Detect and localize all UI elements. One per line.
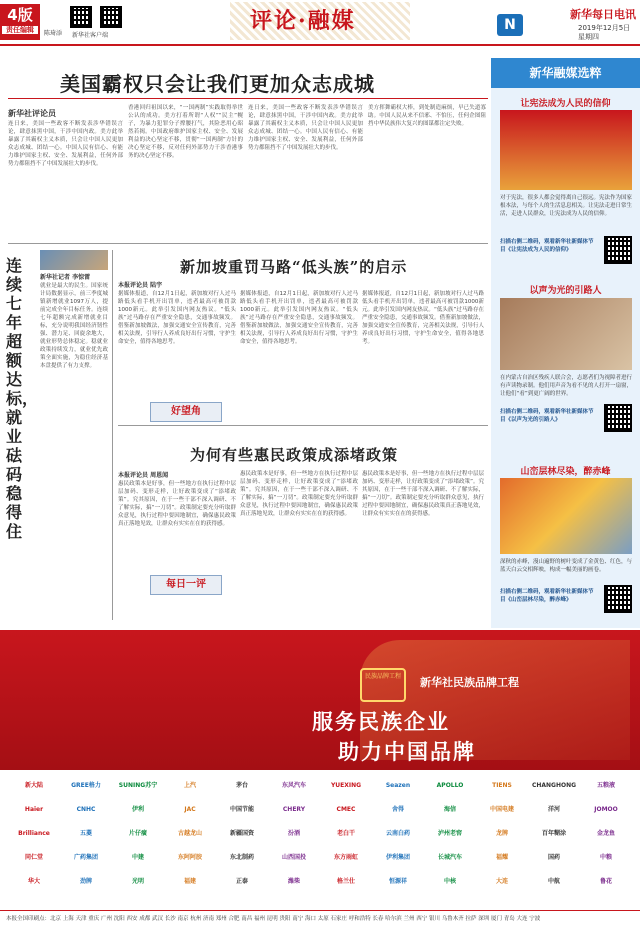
sidebar-item2-photo <box>500 298 632 370</box>
divider <box>8 98 488 99</box>
brand-logo: 同仁堂 <box>24 854 43 861</box>
brand-logo: 上汽 <box>183 782 196 789</box>
brand-logo: 老白干 <box>336 830 355 837</box>
singapore-body-col3: 据媒体报道，自12月1日起，新加坡对行人过马路低头看手机开出罚单，违者最高可被罚款1000新元。此举引发国内网友热议。“低头族”过马路存在严重安全隐患，交通事故频发。借鉴新加坡做法，加强交通安全宣传教育，完善相关法规，引导行人养成良好出行习惯，守护生命安全，值得各地思考。 <box>362 291 484 345</box>
lead-body-col2: 香港回归祖国以来，“一国两制”实践取得举世公认的成功。美方打着所谓“人权”“民主”幌子，为暴力犯罪分子撑腰打气，其险恶用心昭然若揭。中国政府维护国家主权、安全、发展利益的决心坚定不移，贯彻“一国两制”方针的决心坚定不移，反对任何外部势力干涉香港事务的决心坚定不移。 <box>128 105 243 159</box>
policy-byline: 本报评论员 周恩闻 <box>118 472 169 479</box>
brand-logo: 泸州老窖 <box>437 830 462 837</box>
brand-logo: 华大 <box>27 878 40 885</box>
brand-logo: 伊利 <box>131 806 144 813</box>
brand-logo: SUNING苏宁 <box>118 782 158 789</box>
brand-logo: 东方雨虹 <box>333 854 358 861</box>
page-label: 4版 <box>7 6 33 24</box>
brand-logo: 山西国投 <box>281 854 306 861</box>
sidebar-item3-qr-code[interactable] <box>604 585 632 613</box>
section-title: 评论·融媒 <box>250 8 356 34</box>
brand-logo: 劲牌 <box>79 878 92 885</box>
brand-logo: 恒源祥 <box>388 878 407 885</box>
divider <box>118 425 488 426</box>
sidebar-item1-photo <box>500 110 632 190</box>
sidebar-item2-body: 在内蒙古自治区残疾人联合会，志愿者们为视障者进行有声读物录制。他们用声音为看不见的人打开一扇窗，让他们“看”到更广阔的世界。 <box>500 375 632 397</box>
brand-logo: CMEC <box>336 806 356 813</box>
brand-logo: 新疆国资 <box>229 830 254 837</box>
brand-logo: 中建 <box>131 854 144 861</box>
brand-project-seal: 民族品牌工程 <box>360 668 406 702</box>
brand-logo: JOMOO <box>594 806 618 813</box>
policy-body-col3: 惠民政策本是好事，但一些地方在执行过程中层层加码、变形走样，让好政策变成了“添堵政策”。究其原因，在于一些干部不深入调研、不了解实际，搞“一刀切”。政策制定要充分听取群众意见，执行过程中要因地制宜，确保惠民政策真正落地见效，让群众有实实在在的获得感。 <box>362 471 484 517</box>
singapore-headline: 新加坡重罚马路“低头族”的启示 <box>180 258 408 276</box>
lead-byline: 新华社评论员 <box>8 109 56 118</box>
brand-logo: 国药 <box>547 854 560 861</box>
brand-logo: 长城汽车 <box>437 854 462 861</box>
sidebar-item2-qr-code[interactable] <box>604 404 632 432</box>
divider <box>112 250 113 620</box>
page-number-badge <box>0 4 40 40</box>
banner-brand-line: 新华社民族品牌工程 <box>420 676 519 689</box>
brand-logo: 百年糊涂 <box>541 830 566 837</box>
brand-logo: 中国电建 <box>489 806 514 813</box>
brand-logo: 福耀 <box>495 854 508 861</box>
sidebar-item1-title: 让宪法成为人民的信仰 <box>520 99 611 109</box>
brand-logo: 东北制药 <box>229 854 254 861</box>
brand-logo: GREE格力 <box>71 782 101 789</box>
brand-logo: 广药集团 <box>73 854 98 861</box>
policy-headline: 为何有些惠民政策成添堵政策 <box>190 446 399 464</box>
banner-slogan-1: 服务民族企业 <box>312 709 450 734</box>
brand-logo: 洋河 <box>547 806 560 813</box>
brand-logo: Seazen <box>385 782 411 789</box>
lead-body-col3: 连日来，美国一些政客不断发表涉华错误言论，肆意抹黑中国，干涉中国内政。美方此举暴露了其霸权主义本质，只会让中国人民更加众志成城、团结一心。中国人民有信心、有能力维护国家主权、安全、发展利益，任何外部势力都阻挡不了中国发展壮大的步伐。 <box>248 105 363 151</box>
vertical-byline: 新华社记者 李惊雷 <box>40 274 91 281</box>
brand-logo: YUEXING <box>330 782 362 789</box>
brand-logo: CHERY <box>282 806 306 813</box>
brand-logo: 龙牌 <box>495 830 508 837</box>
column-tag: 好望角 <box>150 402 222 422</box>
brand-logo: 大连 <box>495 878 508 885</box>
sidebar-item1-body: 对于宪法，很多人都会觉得离自己很远。宪法作为国家根本法，与每个人的生活息息相关。让宪法走进日常生活，走进人民群众，让宪法成为人民的信仰。 <box>500 195 632 217</box>
banner-slogan-2: 助力中国品牌 <box>338 739 476 764</box>
singapore-body-col2: 据媒体报道，自12月1日起，新加坡对行人过马路低头看手机开出罚单，违者最高可被罚款1000新元。此举引发国内网友热议。“低头族”过马路存在严重安全隐患，交通事故频发。借鉴新加坡做法，加强交通安全宣传教育，完善相关法规，引导行人养成良好出行习惯，守护生命安全，值得各地思考。 <box>240 291 358 345</box>
editor-note: 责任编辑 <box>2 26 38 34</box>
brand-logo: 五粮液 <box>596 782 615 789</box>
brand-logo: JAC <box>184 806 196 813</box>
brand-logo: 正泰 <box>235 878 248 885</box>
singapore-byline: 本报评论员 陆宇 <box>118 282 163 289</box>
brand-logo: 中国节能 <box>229 806 254 813</box>
policy-body-col1: 惠民政策本是好事，但一些地方在执行过程中层层加码、变形走样，让好政策变成了“添堵政策”。究其原因，在于一些干部不深入调研、不了解实际，搞“一刀切”。政策制定要充分听取群众意见，执行过程中要因地制宜，确保惠民政策真正落地见效，让群众有实实在在的获得感。 <box>118 481 236 527</box>
brand-logo: 潍柴 <box>287 878 300 885</box>
divider <box>8 243 488 244</box>
brand-logo: Haier <box>24 806 44 813</box>
brand-logo: 金龙鱼 <box>596 830 615 837</box>
issue-date <box>578 24 630 42</box>
brand-logo: 东风汽车 <box>281 782 306 789</box>
brand-logo: 古越龙山 <box>177 830 202 837</box>
brand-logo: 汾酒 <box>287 830 300 837</box>
sidebar-item2-title: 以声为光的引路人 <box>529 286 602 296</box>
sidebar-item1-link[interactable]: 扫描右侧二维码，观看新华社新媒体节目《让宪法成为人民的信仰》 <box>500 239 594 253</box>
brand-logo: 格兰仕 <box>336 878 355 885</box>
brand-logo: 伊利集团 <box>385 854 410 861</box>
qr-code[interactable] <box>100 6 122 28</box>
brand-logo: 海信 <box>443 806 456 813</box>
app-qr-code[interactable] <box>70 6 92 28</box>
sidebar-item3-body: 深秋的赤峰，漫山遍野的树叶变成了金黄色、红色，与蓝天白云交相辉映，构成一幅美丽的画卷。 <box>500 559 632 573</box>
brand-logo: 鲁花 <box>599 878 612 885</box>
brand-logo-grid <box>0 770 640 910</box>
lead-body-col1: 连日来，美国一些政客不断发表涉华错误言论，肆意抹黑中国，干涉中国内政。美方此举暴露了其霸权主义本质，只会让中国人民更加众志成城、团结一心。中国人民有信心、有能力维护国家主权、安全、发展利益，任何外部势力都阻挡不了中国发展壮大的步伐。 <box>8 121 123 167</box>
brand-logo: APOLLO <box>436 782 464 789</box>
sidebar-item3-photo <box>500 478 632 554</box>
lead-headline: 美国霸权只会让我们更加众志成城 <box>60 72 375 96</box>
column-tag: 每日一评 <box>150 575 222 595</box>
footer-print-sites: 本报全国印刷点：北京 上海 天津 重庆 广州 沈阳 西安 成都 武汉 长沙 南京 杭州 济南 郑州 合肥 南昌 福州 昆明 贵阳 南宁 海口 太原 石家庄 呼和浩特 长春 哈尔滨 兰州 西宁 银川 乌鲁木齐 拉萨 深圳 厦门 青岛 大连 宁波 <box>0 910 640 927</box>
brand-logo: 东阿阿胶 <box>177 854 202 861</box>
brand-logo: 中粮 <box>599 854 612 861</box>
singapore-body-col1: 据媒体报道，自12月1日起，新加坡对行人过马路低头看手机开出罚单，违者最高可被罚款1000新元。此举引发国内网友热议。“低头族”过马路存在严重安全隐患，交通事故频发。借鉴新加坡做法，加强交通安全宣传教育，完善相关法规，引导行人养成良好出行习惯，守护生命安全，值得各地思考。 <box>118 291 236 345</box>
xinhua-logo-icon: N <box>497 14 523 36</box>
brand-logo: 片仔癀 <box>128 830 147 837</box>
date: 2019年12月5日 <box>578 24 631 32</box>
paper-name: 新华每日电讯 <box>570 8 636 21</box>
brand-logo: CHANGHONG <box>531 782 577 789</box>
sidebar-item3-title: 山峦层林尽染，醉赤峰 <box>520 467 611 477</box>
brand-logo: Brilliance <box>18 830 50 837</box>
brand-logo: 五菱 <box>79 830 92 837</box>
sidebar-header: 新华融媒选粹 <box>491 58 640 88</box>
vertical-headline: 连续七年超额达标，就业砝码稳得住 <box>6 256 39 541</box>
brand-logo: CNHC <box>76 806 96 813</box>
policy-body-col2: 惠民政策本是好事，但一些地方在执行过程中层层加码、变形走样，让好政策变成了“添堵政策”。究其原因，在于一些干部不深入调研、不了解实际，搞“一刀切”。政策制定要充分听取群众意见，执行过程中要因地制宜，确保惠民政策真正落地见效，让群众有实实在在的获得感。 <box>240 471 358 517</box>
sidebar-item2-link[interactable]: 扫描右侧二维码，观看新华社新媒体节目《以声为光的引路人》 <box>500 409 594 423</box>
weekday: 星期四 <box>578 33 599 41</box>
brand-logo: 舍得 <box>391 806 404 813</box>
brand-logo: 福建 <box>183 878 196 885</box>
column-photo <box>40 250 108 270</box>
lead-body-col4: 美方挥舞霸权大棒，到处制造麻烦，早已失道寡助。中国人民从来不信邪、不怕压，任何企图阻挡中华民族伟大复兴的图谋都注定失败。 <box>368 105 486 127</box>
app-name: 新华社客户端 <box>72 32 109 39</box>
brand-logo: 茅台 <box>235 782 248 789</box>
editor-names: 陈琦添 <box>44 30 63 37</box>
brand-logo: 中核 <box>443 878 456 885</box>
vertical-body: 就业是最大的民生。国家统计局数据显示，前三季度城镇新增就业1097万人，提前完成全年目标任务。连续七年超额完成新增就业目标，充分说明我国经济韧性强、潜力足、回旋余地大，就业形势总体稳定。稳就业政策持续发力，就业优先政策全面实施，为稳住经济基本盘提供了有力支撑。 <box>40 283 108 369</box>
brand-logo: TIENS <box>492 782 512 789</box>
brand-logo: 中航 <box>547 878 560 885</box>
brand-logo: 新大陆 <box>24 782 43 789</box>
sidebar-item1-qr-code[interactable] <box>604 236 632 264</box>
brand-logo: 云南白药 <box>385 830 410 837</box>
sidebar-item3-link[interactable]: 扫描右侧二维码，观看新华社新媒体节目《山峦层林尽染，醉赤峰》 <box>500 589 594 603</box>
brand-logo: 光明 <box>131 878 144 885</box>
